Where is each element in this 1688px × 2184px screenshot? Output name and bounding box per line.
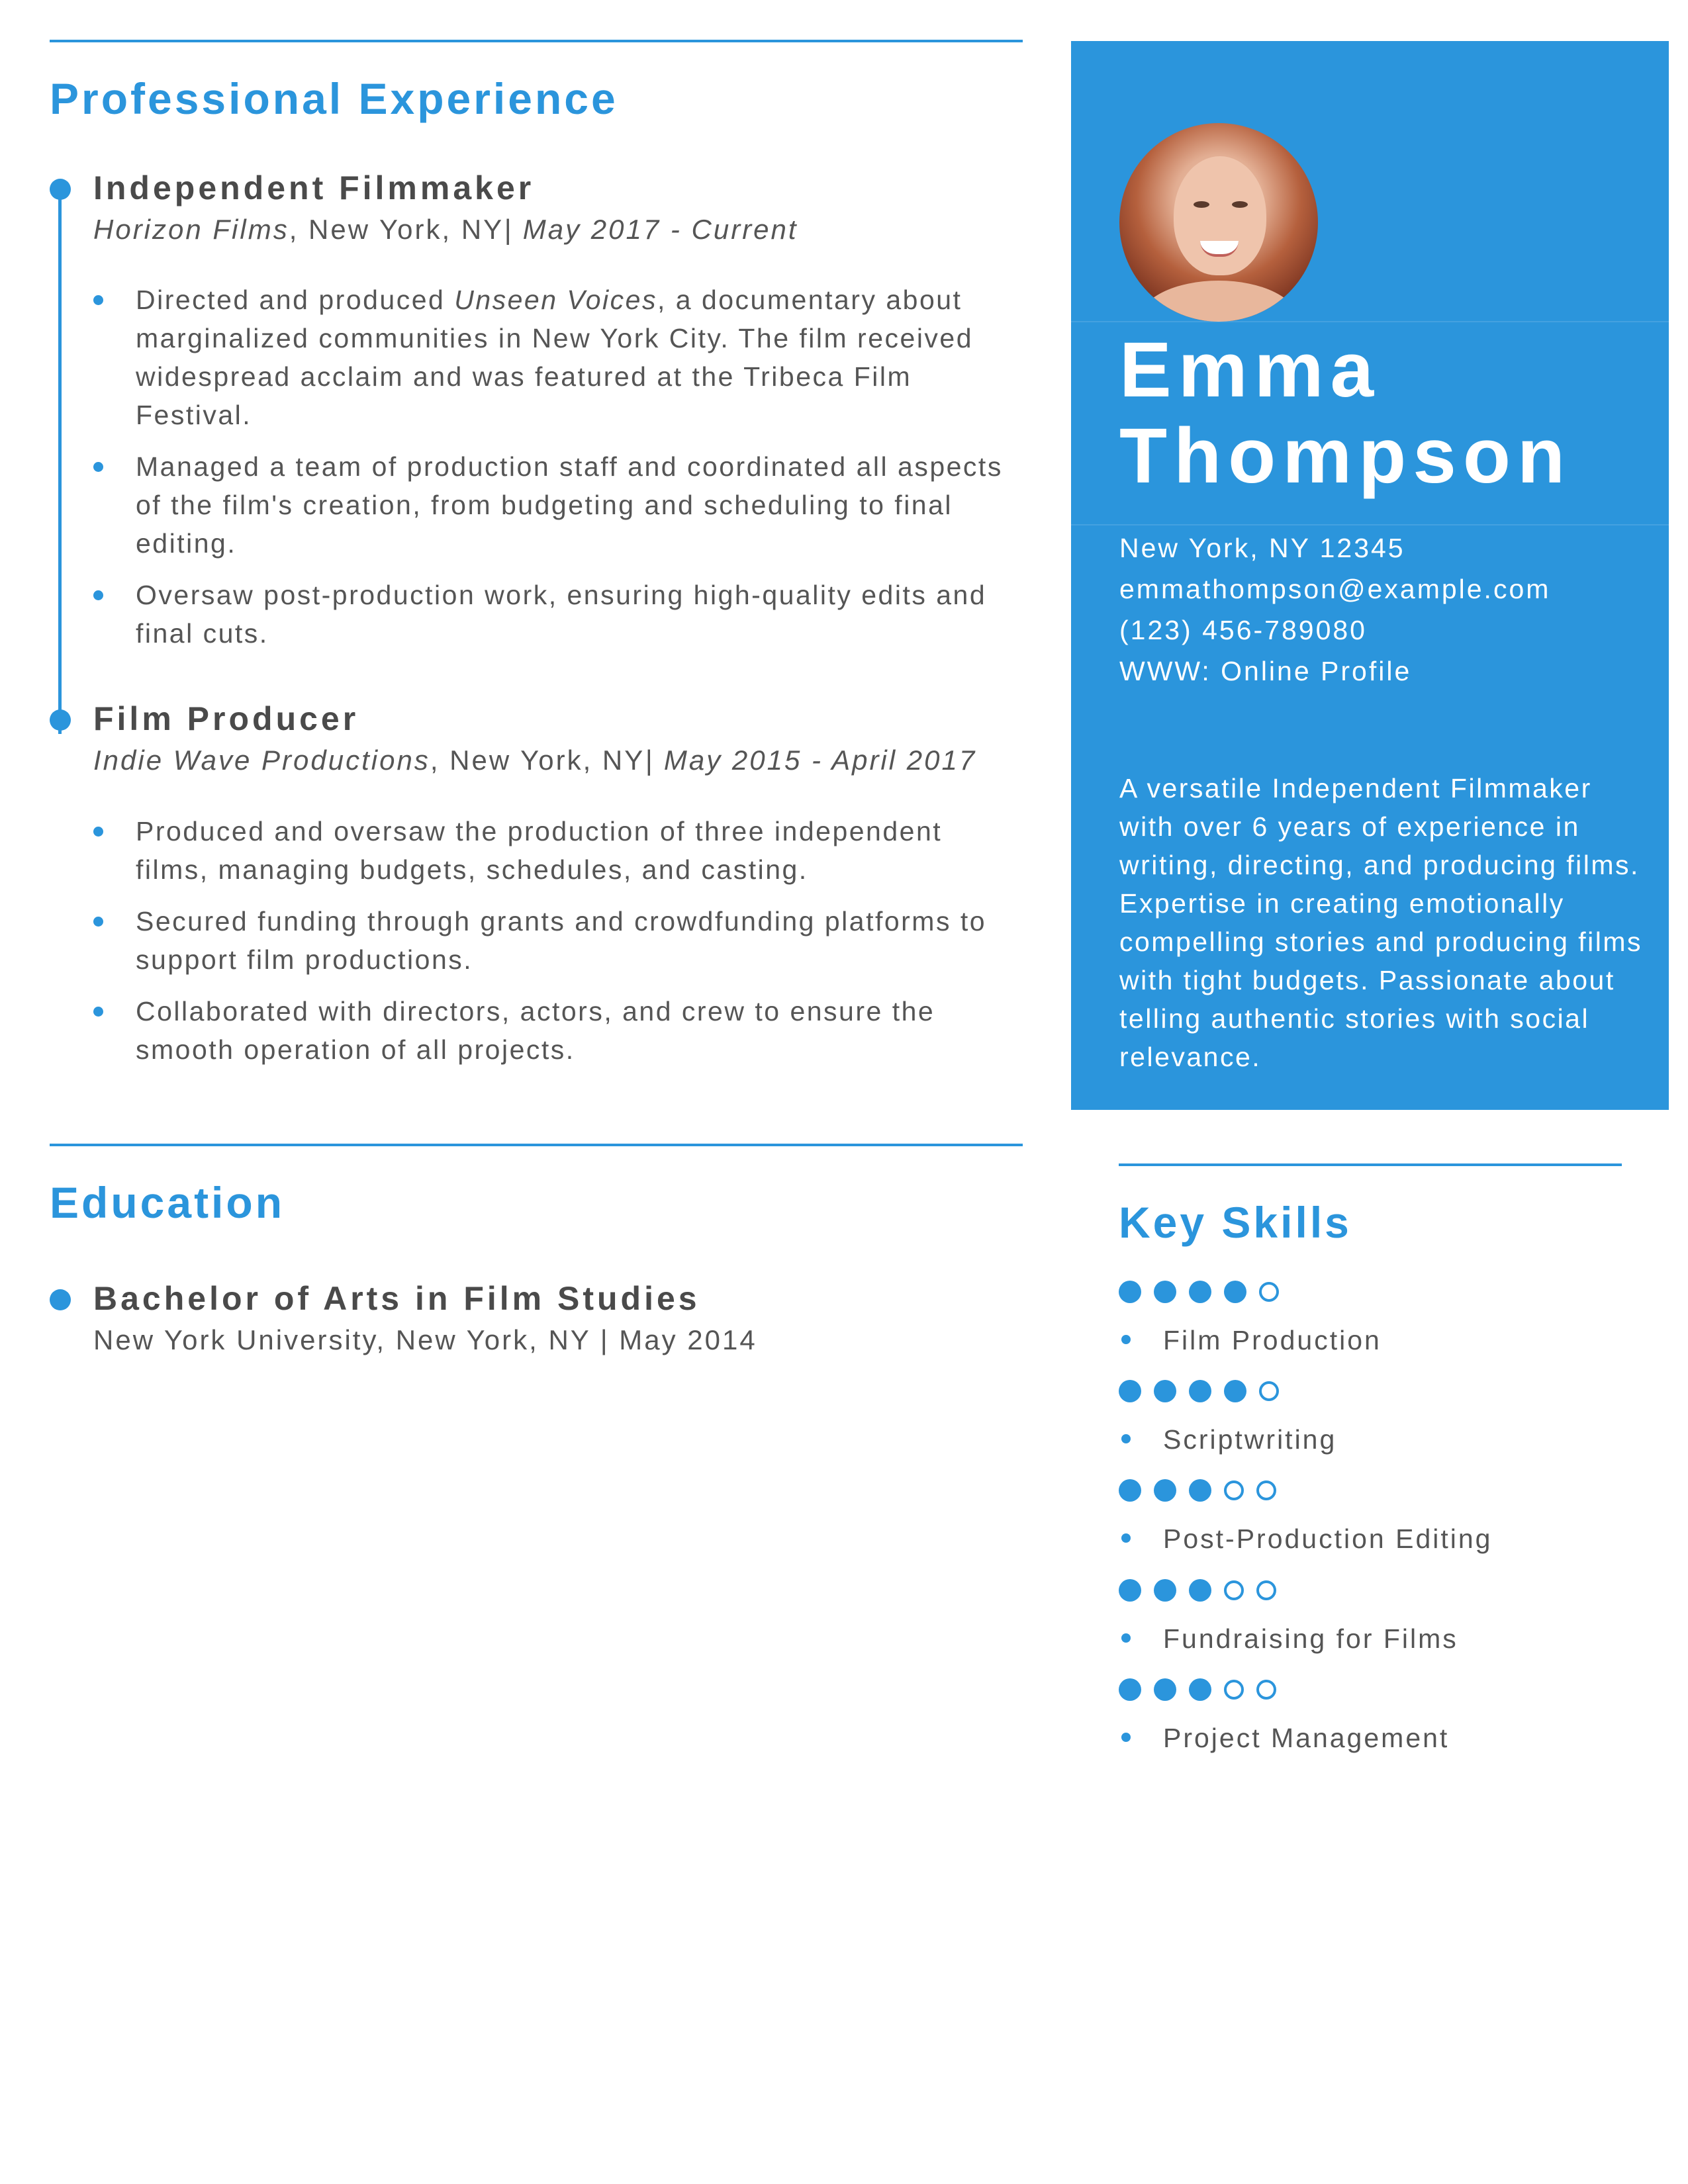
timeline-dot — [50, 709, 71, 731]
bullet-dot — [1121, 1733, 1131, 1742]
bullet-dot — [93, 917, 103, 927]
rating-dot-filled — [1119, 1380, 1141, 1402]
skill-item — [1119, 1281, 1622, 1357]
timeline-dot — [50, 1289, 71, 1310]
rating-dot-filled — [1119, 1678, 1141, 1701]
timeline-dot — [50, 179, 71, 200]
first-name: Emma — [1119, 326, 1381, 414]
rating-dot-empty — [1259, 1282, 1279, 1302]
rating-dot-filled — [1154, 1579, 1176, 1602]
contact-info — [1119, 527, 1550, 692]
rating-dot-filled — [1154, 1281, 1176, 1303]
skill-list — [1119, 1281, 1622, 1754]
company-name: Horizon Films — [93, 214, 289, 245]
bullet-dot — [1121, 1533, 1131, 1543]
skill-label: Film Production — [1163, 1325, 1382, 1355]
skill-item — [1119, 1678, 1622, 1754]
photo-eye — [1194, 201, 1209, 208]
job-bullets — [93, 281, 1023, 653]
rating-dot-empty — [1256, 1480, 1276, 1500]
skill-rating — [1119, 1281, 1622, 1303]
bullet-text: Oversaw post-production work, ensuring high-quality edits and final cuts. — [136, 580, 987, 649]
bullet-text: Managed a team of production staff and coordinated all aspects of the film's creation, from budgeting and scheduling to final editing. — [136, 451, 1003, 559]
skills-section — [1119, 1163, 1622, 1754]
bullet-dot — [93, 590, 103, 600]
full-name — [1119, 327, 1571, 499]
rating-dot-filled — [1224, 1380, 1246, 1402]
bullet-text: Collaborated with directors, actors, and crew to ensure the smooth operation of all projects. — [136, 995, 935, 1065]
bullet-item — [93, 576, 1023, 653]
job-bullets — [93, 812, 1023, 1069]
skill-rating — [1119, 1678, 1622, 1701]
rating-dot-filled — [1154, 1479, 1176, 1502]
section-divider — [50, 1144, 1023, 1146]
section-divider — [50, 40, 1023, 42]
photo-face — [1174, 156, 1266, 275]
skill-label: Fundraising for Films — [1163, 1623, 1458, 1654]
experience-section — [50, 40, 1023, 1069]
skill-name — [1119, 1324, 1622, 1357]
bullet-item — [93, 447, 1023, 563]
skill-name — [1119, 1424, 1622, 1456]
rating-dot-filled — [1189, 1479, 1211, 1502]
job-subtitle — [93, 744, 1023, 777]
rating-dot-filled — [1189, 1281, 1211, 1303]
rating-dot-empty — [1224, 1580, 1244, 1600]
bullet-dot — [1121, 1434, 1131, 1443]
job-location: , New York, NY — [430, 745, 645, 776]
rating-dot-filled — [1189, 1380, 1211, 1402]
bullet-text: , a documentary about marginalized communities in New York City. The film received widespread acclaim and was featured at the Tribeca Film Festival. — [136, 285, 974, 431]
bullet-item — [93, 281, 1023, 434]
bullet-dot — [1121, 1335, 1131, 1344]
skill-item — [1119, 1579, 1622, 1655]
profile-panel — [1071, 41, 1669, 1110]
rating-dot-empty — [1256, 1680, 1276, 1700]
job-dates: | May 2017 - Current — [504, 214, 798, 245]
job-entry — [50, 699, 1023, 1068]
bullet-text: Produced and oversaw the production of three independent films, managing budgets, schedules, and casting. — [136, 815, 943, 885]
rating-dot-empty — [1224, 1480, 1244, 1500]
job-subtitle — [93, 213, 1023, 246]
website-link[interactable]: WWW: Online Profile — [1119, 656, 1412, 686]
bullet-dot — [93, 827, 103, 837]
profile-summary: A versatile Independent Filmmaker with over 6 years of experience in writing, directing, and producing films. Expertise in creating emotionally compelling stories and producing films with tight budgets. Passionate about telling authentic stories with social relevance. — [1119, 773, 1643, 1072]
degree-title: Bachelor of Arts in Film Studies — [93, 1280, 700, 1317]
photo-shoulders — [1139, 281, 1298, 322]
skill-name — [1119, 1523, 1622, 1555]
rating-dot-filled — [1189, 1678, 1211, 1701]
bullet-text: Secured funding through grants and crowdfunding platforms to support film productions. — [136, 905, 987, 975]
bullet-item — [93, 992, 1023, 1069]
panel-divider — [1071, 524, 1669, 525]
job-entry — [50, 168, 1023, 653]
section-divider — [1119, 1163, 1622, 1166]
bullet-item — [93, 812, 1023, 889]
skill-name — [1119, 1623, 1622, 1655]
last-name: Thompson — [1119, 412, 1572, 500]
rating-dot-empty — [1224, 1680, 1244, 1700]
education-section — [50, 1144, 1023, 1357]
skill-label: Post-Production Editing — [1163, 1524, 1493, 1555]
experience-timeline — [50, 168, 1023, 1069]
bullet-dot — [93, 295, 103, 305]
rating-dot-filled — [1189, 1579, 1211, 1602]
job-location: , New York, NY — [289, 214, 504, 245]
bullet-text: Directed and produced — [136, 285, 455, 316]
rating-dot-filled — [1119, 1281, 1141, 1303]
section-title: Key Skills — [1119, 1198, 1352, 1247]
panel-divider — [1071, 321, 1669, 322]
rating-dot-filled — [1119, 1579, 1141, 1602]
address: New York, NY 12345 — [1119, 533, 1405, 563]
film-title: Unseen Voices — [454, 285, 657, 316]
skill-rating — [1119, 1380, 1622, 1402]
bullet-dot — [93, 462, 103, 472]
section-title: Professional Experience — [50, 74, 618, 123]
skill-item — [1119, 1479, 1622, 1555]
job-title: Independent Filmmaker — [93, 169, 535, 206]
rating-dot-filled — [1224, 1281, 1246, 1303]
bullet-item — [93, 902, 1023, 979]
job-dates: | May 2015 - April 2017 — [645, 745, 977, 776]
rating-dot-empty — [1256, 1580, 1276, 1600]
section-title: Education — [50, 1178, 285, 1227]
education-details: New York University, New York, NY | May 2014 — [93, 1324, 757, 1355]
rating-dot-filled — [1154, 1678, 1176, 1701]
skill-rating — [1119, 1579, 1622, 1602]
rating-dot-filled — [1154, 1380, 1176, 1402]
rating-dot-empty — [1259, 1381, 1279, 1401]
rating-dot-filled — [1119, 1479, 1141, 1502]
skill-label: Project Management — [1163, 1722, 1450, 1753]
photo-eye — [1232, 201, 1248, 208]
phone-number: (123) 456-789080 — [1119, 615, 1367, 645]
profile-photo — [1119, 123, 1318, 322]
skill-name — [1119, 1722, 1622, 1754]
skill-rating — [1119, 1479, 1622, 1502]
bullet-dot — [93, 1007, 103, 1017]
bullet-dot — [1121, 1633, 1131, 1643]
education-entry — [50, 1279, 1023, 1357]
email-link[interactable]: emmathompson@example.com — [1119, 574, 1551, 604]
skill-item — [1119, 1380, 1622, 1456]
skill-label: Scriptwriting — [1163, 1424, 1337, 1455]
job-title: Film Producer — [93, 700, 359, 738]
company-name: Indie Wave Productions — [93, 745, 430, 776]
